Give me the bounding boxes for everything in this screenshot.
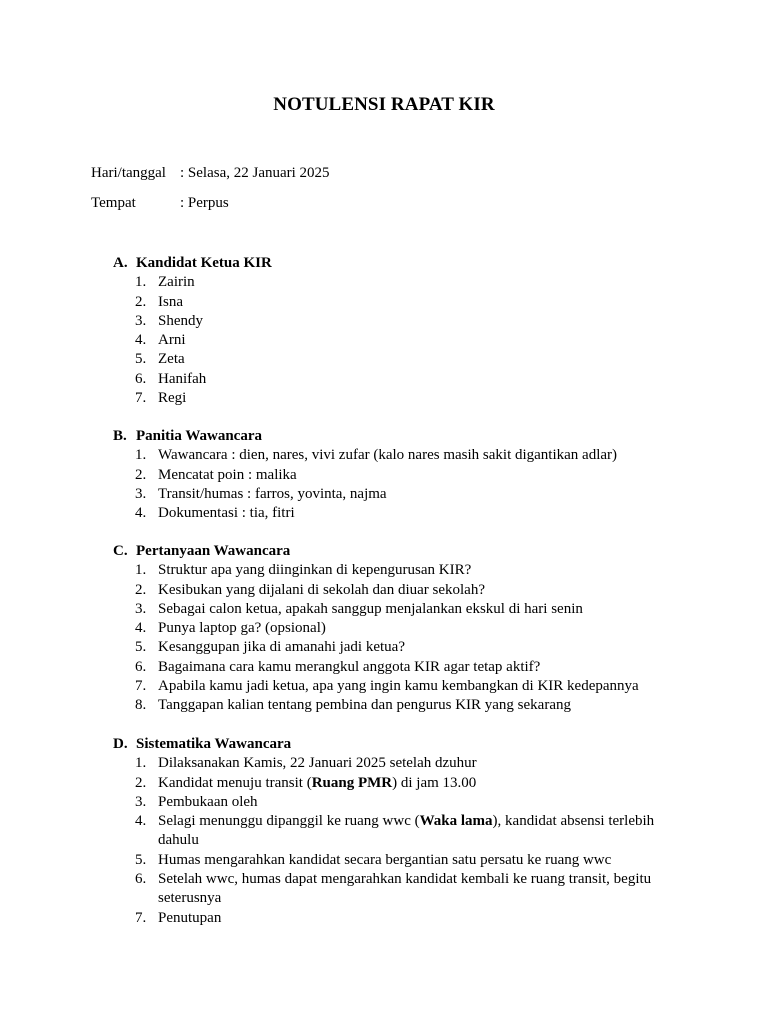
list-item-number: 7.	[135, 909, 147, 926]
list-item-text: Apabila kamu jadi ketua, apa yang ingin kamu kembangkan di KIR kedepannya	[158, 678, 639, 695]
list-item-text: Bagaimana cara kamu merangkul anggota KIR agar tetap aktif?	[158, 658, 541, 675]
list-item	[113, 696, 673, 715]
numbered-list	[113, 754, 673, 928]
list-item-text: Mencatat poin : malika	[158, 466, 297, 483]
list-item	[113, 466, 673, 485]
list-item	[113, 331, 673, 350]
list-item-text: Kandidat menuju transit (	[158, 774, 312, 791]
list-item	[113, 909, 673, 928]
list-item-number: 5.	[135, 639, 147, 656]
list-item-text: Dokumentasi : tia, fitri	[158, 505, 295, 522]
list-item-text: Pembukaan oleh	[158, 793, 258, 810]
numbered-list	[113, 273, 673, 408]
page-title: NOTULENSI RAPAT KIR	[273, 94, 495, 115]
list-item-number: 2.	[135, 581, 147, 598]
list-item-text: Hanifah	[158, 370, 207, 387]
list-item-number: 2.	[135, 466, 147, 483]
list-item-text: Transit/humas : farros, yovinta, najma	[158, 485, 387, 502]
meta-value-place: : Perpus	[180, 195, 229, 211]
numbered-list	[113, 446, 673, 523]
list-item-text: Dilaksanakan Kamis, 22 Januari 2025 setelah dzuhur	[158, 755, 477, 772]
list-item	[113, 793, 673, 812]
list-item-text: Penutupan	[158, 909, 222, 926]
list-item-text: Zeta	[158, 351, 185, 368]
list-item	[113, 293, 673, 312]
list-item-number: 3.	[135, 600, 147, 617]
section-heading-text: Panitia Wawancara	[136, 428, 262, 444]
list-item-number: 7.	[135, 390, 147, 407]
list-item-text: Kesibukan yang dijalani di sekolah dan diuar sekolah?	[158, 581, 485, 598]
list-item	[113, 312, 673, 331]
list-item-number: 4.	[135, 505, 147, 522]
list-item	[113, 446, 673, 465]
list-item-number: 6.	[135, 658, 147, 675]
section-heading-text: Pertanyaan Wawancara	[136, 543, 291, 559]
list-item-text: Kesanggupan jika di amanahi jadi ketua?	[158, 639, 405, 656]
list-item-text: Regi	[158, 390, 187, 407]
section-heading-text: Sistematika Wawancara	[136, 736, 292, 752]
list-item	[113, 851, 673, 870]
list-item	[113, 561, 673, 580]
list-item	[113, 754, 673, 773]
list-item-number: 4.	[135, 620, 147, 637]
list-item-text: Tanggapan kalian tentang pembina dan pengurus KIR yang sekarang	[158, 697, 571, 714]
list-item	[113, 619, 673, 638]
section-heading	[113, 254, 673, 273]
list-item	[113, 581, 673, 600]
list-item	[113, 812, 673, 851]
list-item-number: 1.	[135, 562, 147, 579]
list-item-number: 1.	[135, 755, 147, 772]
list-item	[113, 870, 673, 909]
list-item-number: 7.	[135, 678, 147, 695]
list-item-text: Shendy	[158, 312, 203, 329]
list-item	[113, 485, 673, 504]
list-item-text: Isna	[158, 293, 183, 310]
list-item-number: 6.	[135, 871, 147, 888]
list-item	[113, 273, 673, 292]
list-item-number: 3.	[135, 312, 147, 329]
section-letter: D.	[113, 736, 128, 752]
list-item-text: Humas mengarahkan kandidat secara bergantian satu persatu ke ruang wwc	[158, 851, 612, 868]
list-item-number: 6.	[135, 370, 147, 387]
list-item-text: Setelah wwc, humas dapat mengarahkan kandidat kembali ke ruang transit, begitu seterusnya	[158, 871, 652, 907]
list-item-number: 5.	[135, 851, 147, 868]
section-letter: B.	[113, 428, 127, 444]
list-item	[113, 504, 673, 523]
section-panitia	[113, 427, 673, 523]
list-item-text: Sebagai calon ketua, apakah sanggup menjalankan ekskul di hari senin	[158, 600, 583, 617]
list-item	[113, 600, 673, 619]
list-item-number: 1.	[135, 447, 147, 464]
list-item-text: Selagi menunggu dipanggil ke ruang wwc (	[158, 813, 420, 830]
numbered-list	[113, 561, 673, 715]
list-item-text: Punya laptop ga? (opsional)	[158, 620, 326, 637]
list-item-text: ), kandidat absensi terlebih dahulu	[158, 813, 655, 849]
list-item-number: 1.	[135, 274, 147, 291]
list-item-number: 2.	[135, 774, 147, 791]
list-item-number: 4.	[135, 813, 147, 830]
section-letter: A.	[113, 255, 128, 271]
meta-row-date	[91, 164, 330, 182]
list-item-number: 5.	[135, 351, 147, 368]
list-item	[113, 774, 673, 793]
section-heading	[113, 427, 673, 446]
list-item-number: 4.	[135, 332, 147, 349]
list-item	[113, 638, 673, 657]
list-item-bold-text: Waka lama	[419, 813, 493, 830]
list-item-text: Struktur apa yang diinginkan di kepengurusan KIR?	[158, 562, 472, 579]
list-item-number: 2.	[135, 293, 147, 310]
list-item	[113, 658, 673, 677]
list-item	[113, 389, 673, 408]
section-heading	[113, 542, 673, 561]
list-item-text: Arni	[158, 332, 186, 349]
list-item-number: 8.	[135, 697, 147, 714]
list-item	[113, 370, 673, 389]
list-item-bold-text: Ruang PMR	[311, 774, 393, 791]
section-pertanyaan	[113, 542, 673, 716]
meta-label-place: Tempat	[91, 195, 136, 211]
list-item	[113, 677, 673, 696]
list-item-text: ) di jam 13.00	[392, 774, 477, 791]
meta-label-date: Hari/tanggal	[91, 165, 166, 181]
section-sistematika	[113, 735, 673, 928]
section-letter: C.	[113, 543, 128, 559]
section-kandidat	[113, 254, 673, 408]
meta-value-date: : Selasa, 22 Januari 2025	[180, 165, 330, 181]
section-heading-text: Kandidat Ketua KIR	[136, 255, 272, 271]
list-item-number: 3.	[135, 793, 147, 810]
list-item	[113, 350, 673, 369]
section-heading	[113, 735, 673, 754]
list-item-number: 3.	[135, 485, 147, 502]
meta-row-place	[91, 194, 229, 212]
list-item-text: Wawancara : dien, nares, vivi zufar (kalo nares masih sakit digantikan adlar)	[158, 447, 618, 464]
list-item-text: Zairin	[158, 274, 195, 291]
